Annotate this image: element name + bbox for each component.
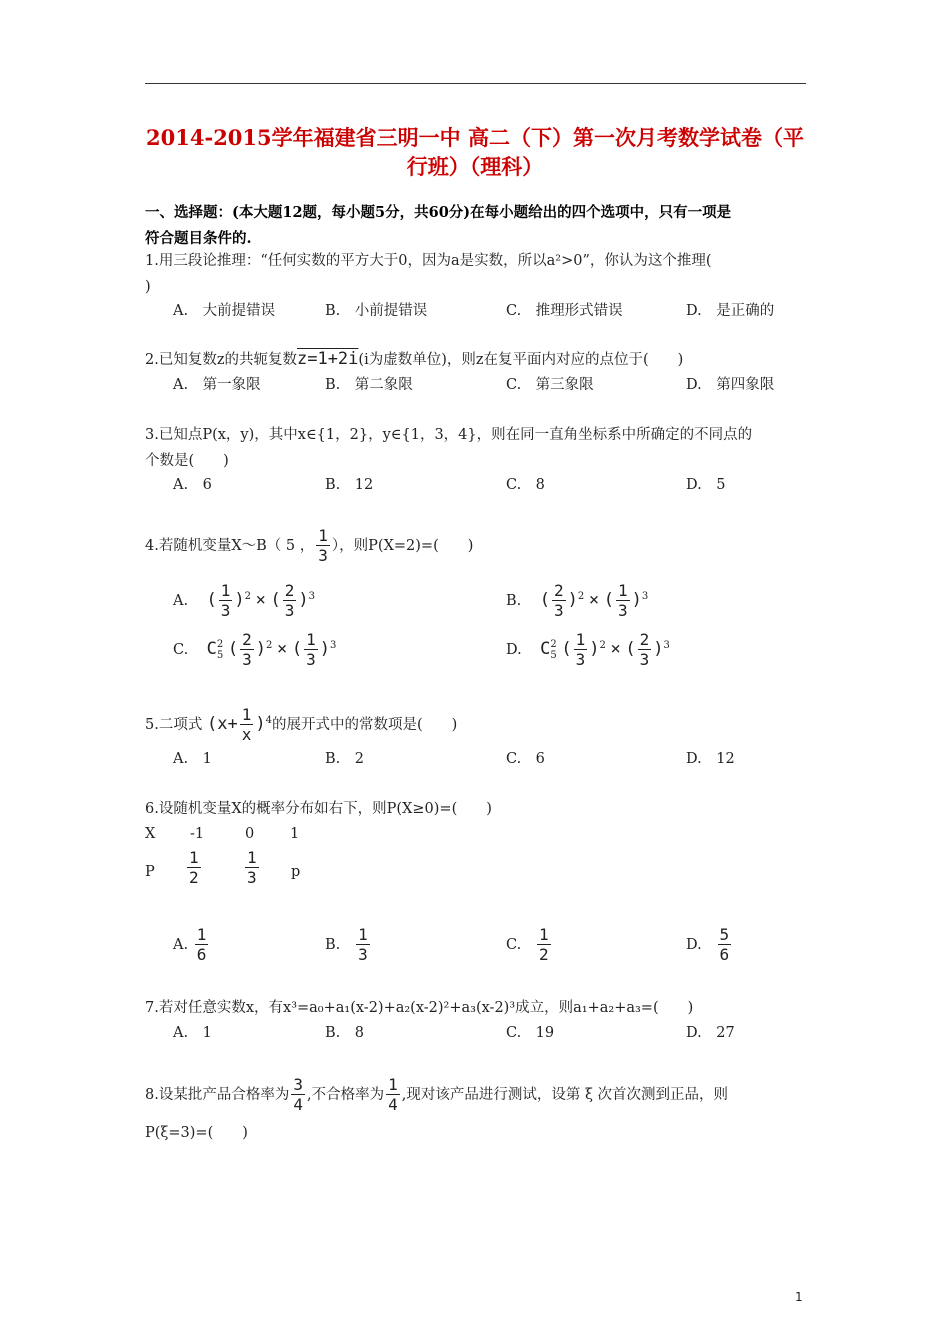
header-rule — [145, 83, 806, 84]
page-number: 1 — [795, 1290, 803, 1304]
q6-d-den: 6 — [719, 945, 730, 964]
q4-option-b[interactable] — [506, 575, 648, 623]
q1-options — [145, 298, 810, 324]
q4-b-times: × — [588, 589, 600, 610]
q4-b-rp1: ) — [567, 589, 578, 610]
q4-option-a[interactable] — [173, 575, 315, 623]
q4-c-frac1-den: 3 — [242, 649, 252, 669]
q4-d-frac1-den: 3 — [575, 649, 586, 669]
q4-c-lp1: ( — [227, 638, 239, 659]
q6-options — [145, 922, 810, 968]
q3-stem-cont: 个数是( ) — [145, 453, 229, 469]
q6-p2-den: 3 — [247, 868, 257, 887]
q4-c-frac2-num: 1 — [306, 629, 316, 649]
q2-stem-pre: 2.已知复数z的共轭复数 — [145, 352, 297, 368]
q4-d-lp1: ( — [561, 638, 572, 659]
exam-title — [130, 123, 820, 181]
question-2 — [145, 346, 810, 373]
section-line-2: 符合题目条件的. — [145, 230, 252, 247]
q4-b-frac1 — [552, 582, 566, 620]
q4-b-exp2: 3 — [641, 591, 649, 602]
q4-d-label: D. — [506, 641, 522, 658]
question-5 — [145, 700, 810, 746]
q4-option-c[interactable] — [173, 624, 336, 672]
q4-d-frac1 — [574, 631, 588, 669]
q5-fraction — [240, 706, 254, 744]
q8-stem-pre: 8.设某批产品合格率为 — [145, 1087, 290, 1103]
question-4 — [145, 526, 810, 566]
q6-x-row — [145, 821, 445, 847]
q6-d-label: D. — [686, 937, 702, 953]
q4-a-lp1: ( — [206, 589, 217, 610]
q5-frac-num: 1 — [241, 704, 252, 724]
q4-frac-den: 3 — [318, 546, 328, 565]
q5-stem-post: 的展开式中的常数项是( ) — [271, 716, 458, 733]
q4-c-comb-sub: 5 — [216, 649, 224, 661]
q6-p1-den: 2 — [189, 868, 199, 887]
q1-option-c[interactable]: C. 推理形式错误 — [506, 303, 623, 319]
q4-option-d[interactable] — [506, 624, 670, 672]
q5-option-c[interactable]: C. 6 — [506, 751, 545, 767]
q2-option-b[interactable]: B. 第二象限 — [325, 377, 413, 393]
q6-a-den: 6 — [196, 945, 207, 964]
q8-pass-num: 3 — [293, 1075, 303, 1094]
q7-option-a[interactable]: A. 1 — [173, 1025, 212, 1041]
q5-stem-pre: 5.二项式 — [145, 716, 203, 733]
q2-option-d[interactable]: D. 第四象限 — [686, 377, 775, 393]
q4-c-comb-sup: 2 — [216, 638, 224, 650]
q6-p2-num: 1 — [247, 848, 257, 867]
q6-p-half — [185, 849, 203, 887]
q6-stem: 6.设随机变量X的概率分布如右下，则P(X≥0)=( ) — [145, 801, 492, 817]
q3-options — [145, 472, 810, 498]
q6-p-third — [243, 849, 261, 887]
q4-d-exp2: 3 — [663, 640, 670, 651]
q4-frac-num: 1 — [318, 526, 328, 545]
q6-option-d[interactable] — [686, 922, 733, 968]
q4-b-rp2: ) — [631, 589, 642, 610]
q4-d-lp2: ( — [625, 638, 636, 659]
q5-option-a[interactable]: A. 1 — [173, 751, 212, 767]
q8-stem-cont: P(ξ=3)=( ) — [145, 1125, 248, 1141]
question-8 — [145, 1074, 810, 1116]
q4-b-label: B. — [506, 592, 522, 609]
q2-options — [145, 372, 810, 398]
q6-x-label: X — [145, 826, 156, 842]
q5-rp: ) — [255, 713, 266, 734]
q4-a-rp2: ) — [298, 589, 309, 610]
q6-d-num: 5 — [719, 925, 730, 944]
q4-b-lp1: ( — [539, 589, 550, 610]
q6-x-value: -1 — [190, 826, 205, 842]
q4-a-frac2-den: 3 — [284, 600, 295, 620]
q7-stem: 7.若对任意实数x，有x³=a₀+a₁(x-2)+a₂(x-2)²+a₃(x-2)³成立，则a₁+a₂+a₃=( ) — [145, 1000, 694, 1016]
q3-option-d[interactable]: D. 5 — [686, 477, 726, 493]
question-3 — [145, 422, 810, 474]
q4-fraction — [316, 527, 330, 565]
q7-option-b[interactable]: B. 8 — [325, 1025, 364, 1041]
q4-d-comb-sup: 2 — [550, 638, 557, 650]
section-line-1: 一、选择题：(本大题12题，每小题5分，共60分)在每小题给出的四个选项中，只有一项是 — [145, 204, 732, 221]
q6-c-num: 1 — [539, 925, 549, 944]
q4-c-times: × — [276, 638, 288, 659]
q6-b-label: B. — [325, 937, 341, 953]
q8-pass-rate — [291, 1076, 305, 1114]
q3-option-b[interactable]: B. 12 — [325, 477, 374, 493]
q8-fail-num: 1 — [388, 1075, 398, 1094]
q4-d-frac2-den: 3 — [639, 649, 650, 669]
q2-option-a[interactable]: A. 第一象限 — [173, 377, 261, 393]
q4-a-frac1-den: 3 — [220, 600, 231, 620]
q4-c-frac1 — [240, 631, 254, 669]
q8-stem-mid: ,不合格率为 — [306, 1087, 385, 1103]
q4-b-frac1-num: 2 — [553, 580, 564, 600]
q4-c-exp1: 2 — [266, 640, 273, 651]
q4-a-exp2: 3 — [308, 591, 316, 602]
q4-c-rp1: ) — [255, 638, 266, 659]
q1-stem-cont: ) — [145, 279, 151, 295]
q2-formula: z=1+2i — [296, 349, 359, 369]
q4-a-frac1 — [219, 582, 233, 620]
q6-option-c[interactable] — [506, 922, 553, 968]
q4-c-comb: C — [206, 638, 217, 659]
q5-option-d[interactable]: D. 12 — [686, 751, 735, 767]
q4-a-frac2 — [283, 582, 297, 620]
q6-p-label: P — [145, 864, 155, 880]
q4-a-frac1-num: 1 — [220, 580, 231, 600]
q4-b-frac2 — [616, 582, 630, 620]
q8-pass-den: 4 — [293, 1095, 303, 1114]
q3-option-c[interactable]: C. 8 — [506, 477, 545, 493]
q5-option-b[interactable]: B. 2 — [325, 751, 364, 767]
q4-d-frac2-num: 2 — [639, 629, 650, 649]
q4-d-frac1-num: 1 — [575, 629, 586, 649]
q4-d-rp2: ) — [653, 638, 664, 659]
q4-d-rp1: ) — [589, 638, 600, 659]
q6-p-row — [145, 847, 445, 897]
q6-c-label: C. — [506, 937, 522, 953]
q1-option-a[interactable]: A. 大前提错误 — [173, 303, 276, 319]
q4-stem-post: ），则P(X=2)=( ) — [331, 538, 474, 554]
q6-x-value: 1 — [290, 826, 300, 842]
q4-c-rp2: ) — [319, 638, 330, 659]
q4-a-times: × — [255, 589, 266, 610]
q8-fail-den: 4 — [388, 1095, 398, 1114]
q4-a-rp1: ) — [234, 589, 245, 610]
q4-d-comb-sub: 5 — [550, 649, 557, 661]
q4-d-comb: C — [540, 638, 551, 659]
q6-x-value: 0 — [245, 826, 255, 842]
q6-a-label: A. — [173, 937, 189, 953]
q4-b-frac1-den: 3 — [553, 600, 564, 620]
q2-option-c[interactable]: C. 第三象限 — [506, 377, 594, 393]
q8-fail-rate — [386, 1076, 400, 1114]
q6-option-b[interactable] — [325, 922, 372, 968]
q6-a-num: 1 — [196, 925, 207, 944]
q4-c-frac2-den: 3 — [306, 649, 316, 669]
question-8-cont — [145, 1120, 810, 1146]
q4-b-exp1: 2 — [577, 591, 585, 602]
title-line-1: 2014-2015学年福建省三明一中 高二（下）第一次月考数学试卷（平 — [146, 125, 804, 150]
q7-option-d[interactable]: D. 27 — [686, 1025, 735, 1041]
title-line-2: 行班）（理科） — [406, 154, 544, 179]
q4-b-frac2-num: 1 — [617, 580, 628, 600]
q3-stem: 3.已知点P(x，y)，其中x∈{1，2}，y∈{1，3，4}，则在同一直角坐标系中所确定的不同点的 — [145, 427, 753, 443]
q6-option-a[interactable] — [173, 922, 210, 968]
q4-b-lp2: ( — [603, 589, 614, 610]
q8-stem-post: ,现对该产品进行测试，设第 ξ 次首次测到正品，则 — [401, 1087, 729, 1103]
q6-p-last: p — [291, 864, 301, 880]
q4-c-frac1-num: 2 — [242, 629, 252, 649]
q6-b-num: 1 — [358, 925, 368, 944]
q2-stem-post: (i为虚数单位)，则z在复平面内对应的点位于( ) — [358, 352, 684, 368]
q4-a-label: A. — [173, 592, 189, 609]
q1-option-d[interactable]: D. 是正确的 — [686, 303, 775, 319]
q4-stem-pre: 4.若随机变量X～B（ 5 ， — [145, 538, 315, 554]
q5-options — [145, 746, 810, 772]
q5-frac-den: x — [241, 724, 252, 744]
q4-a-lp2: ( — [270, 589, 281, 610]
question-7 — [145, 995, 810, 1021]
q1-stem: 1.用三段论推理：“任何实数的平方大于0，因为a是实数，所以a²>0”，你认为这个推理( — [145, 253, 712, 269]
q6-b-den: 3 — [358, 945, 368, 964]
q6-c-den: 2 — [539, 945, 549, 964]
q4-a-exp1: 2 — [244, 591, 252, 602]
q4-d-frac2 — [638, 631, 652, 669]
q4-d-times: × — [610, 638, 621, 659]
q1-option-b[interactable]: B. 小前提错误 — [325, 303, 428, 319]
section-heading — [145, 200, 810, 252]
q4-c-comb-idx — [217, 639, 223, 661]
question-6 — [145, 796, 810, 822]
q4-c-exp2: 3 — [329, 640, 337, 651]
q3-option-a[interactable]: A. 6 — [173, 477, 212, 493]
q4-c-label: C. — [173, 641, 189, 658]
q4-b-frac2-den: 3 — [617, 600, 628, 620]
q4-d-exp1: 2 — [599, 640, 606, 651]
q7-option-c[interactable]: C. 19 — [506, 1025, 555, 1041]
q5-exp: 4 — [265, 715, 272, 726]
q4-c-frac2 — [304, 631, 318, 669]
q7-options — [145, 1020, 810, 1046]
q4-a-frac2-num: 2 — [284, 580, 295, 600]
q5-x: x+ — [217, 713, 238, 734]
q4-c-lp2: ( — [291, 638, 303, 659]
question-1 — [145, 248, 810, 300]
q5-lp: ( — [206, 713, 218, 734]
q6-p1-num: 1 — [189, 848, 199, 867]
q4-d-comb-idx — [550, 639, 556, 661]
